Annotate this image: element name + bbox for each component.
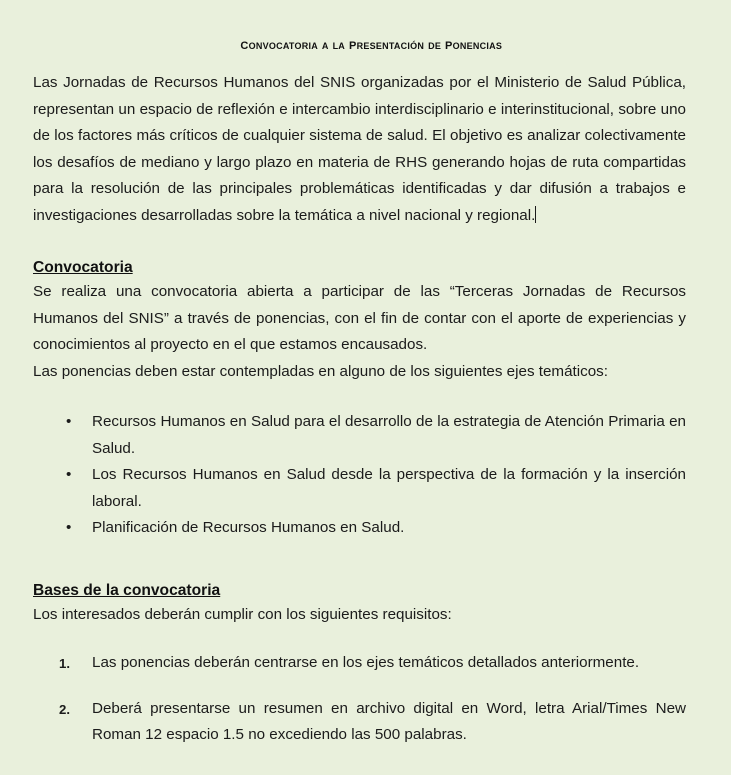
list-item [33,515,686,542]
bases-paragraph-1: Los interesados deberán cumplir con los siguientes requisitos: [33,605,452,623]
document-title [33,0,686,70]
convocatoria-paragraph-2: Las ponencias deben estar contempladas en alguno de los siguientes ejes temáticos: [33,362,608,380]
title-initial-p1: p [348,35,357,53]
bullet-icon: • [66,466,72,484]
title-word-la: la [332,36,349,52]
title-word-a: a [317,36,333,52]
bullet-icon: • [66,519,72,537]
list-item [33,696,686,749]
list-item-label: Planificación de Recursos Humanos en Salud. [92,519,405,537]
ejes-tematicos-list [33,409,686,542]
heading-bases-convocatoria: Bases de la convocatoria [33,581,221,599]
list-item [33,462,686,515]
title-initial-p2: p [445,35,453,53]
title-word-presentacion: resentación [356,36,425,52]
title-initial-c: c [240,35,249,53]
text-caret [535,206,536,223]
intro-paragraph [33,70,686,229]
list-item-label: Las ponencias deberán centrarse en los ejes temáticos detallados anteriormente. [92,654,640,672]
document-content [33,0,686,768]
title-word-convocatoria: onvocatoria [248,36,318,52]
title-word-ponencias: onencias [452,36,503,52]
intro-paragraph-text: Las Jornadas de Recursos Humanos del SNIS organizadas por el Ministerio de Salud Pública, representan un espacio de reflexión e intercambio interdisciplinario e interinstitucional, sobre uno de los factores más críticos de cualquier sistema de salud. El objetivo es analizar colectivamente los desafíos de mediano y largo plazo en materia de RHS generando hojas de ruta compartidas para la resolución de las principales problemáticas identificadas y dar difusión a trabajos e investigaciones desarrolladas sobre la temática a nivel nacional y regional. [33,74,686,224]
title-word-de: de [424,36,446,52]
list-item-label: Recursos Humanos en Salud para el desarrollo de la estrategia de Atención Primaria en Salud. [92,413,686,457]
list-number-marker: 1. [59,656,70,672]
list-number-marker: 2. [59,701,70,717]
section-convocatoria [33,257,686,279]
bullet-icon: • [66,413,72,431]
list-item [33,409,686,462]
list-item-label: Deberá presentarse un resumen en archivo digital en Word, letra Arial/Times New Roman 12 espacio 1.5 no excediendo las 500 palabras. [92,699,686,744]
list-item [33,650,686,677]
section-bases [33,580,686,602]
list-item-label: Los Recursos Humanos en Salud desde la perspectiva de la formación y la inserción laboral. [92,466,686,510]
heading-convocatoria: Convocatoria [33,259,133,277]
requisitos-list [33,650,686,749]
convocatoria-paragraph-1: Se realiza una convocatoria abierta a participar de las “Terceras Jornadas de Recursos Humanos del SNIS” a través de ponencias, con el fin de contar con el aporte de experiencias y conocimientos al proyecto en el que estamos encausados. [33,283,686,354]
